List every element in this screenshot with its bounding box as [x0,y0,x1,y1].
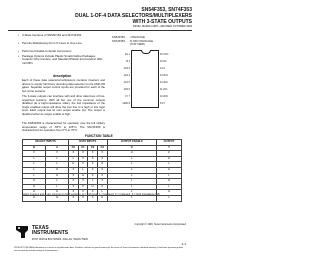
pin1-notch [141,50,151,54]
table-cell: H [23,195,46,201]
table-cell: X [88,151,98,157]
table-cell: H [107,151,156,157]
table-cell: H [46,195,69,201]
description-paragraph: The SN54F353 is characterized for operation over the full military temperature range of -55°C to 125°C. The SN74F353 is characterized for operation from 0°C to 70°C. [22,121,105,133]
table-cell: X [69,184,79,190]
pin-label: 10 2C0 [160,95,168,98]
table-cell: X [97,184,107,190]
table-cell: L [46,179,69,185]
pin-label: 16 VCC [160,53,169,56]
table-cell: H [156,156,181,162]
table-cell: L [97,190,107,196]
table-header: C2 [88,145,98,151]
table-cell: L [78,167,88,173]
table-cell: H [78,173,88,179]
legal-notice: PRODUCTION DATA information is current as of publication date. Products conform to specifications per the terms of Texas Instruments standard warranty. Production processing does not necessarily include testing of all parameters. [14,247,184,252]
feature-item: • Permits Multiplexing From N Lines to One Line [18,41,82,45]
feature-item: • Performs Parallel-to-Serial Conversion [18,49,72,53]
table-cell: X [69,173,79,179]
table-cell: H [23,179,46,185]
table-cell: X [88,173,98,179]
part-numbers: SN54F353, SN74F353 [141,7,192,13]
table-cell: L [23,156,46,162]
table-cell: L [23,173,46,179]
table-cell: X [97,156,107,162]
table-cell: X [69,151,79,157]
ic-package-diagram [122,50,169,108]
table-cell: L [23,167,46,173]
table-cell: X [78,179,88,185]
table-cell: H [23,184,46,190]
table-header: G [107,145,156,151]
table-cell: X [69,179,79,185]
table-cell: L [107,156,156,162]
table-cell: H [88,184,98,190]
table-cell: X [69,190,79,196]
table-cell: X [78,151,88,157]
table-cell: X [88,167,98,173]
section-title: description [53,74,72,78]
table-cell: X [97,151,107,157]
pin-label: 15 2G [160,60,167,63]
table-group-header: OUTPUT ENABLE [107,140,156,146]
function-table-title: FUNCTION TABLE [85,134,113,138]
table-cell: L [107,190,156,196]
package-view: (TOP VIEW) [130,43,145,46]
table-cell: H [46,167,69,173]
description-paragraph: The 3-state outputs can interface with and drive data lines of bus-organized systems. With all but one of the common outputs disabled (at a high-impedance state), the low impedance of the single enabled output will drive the bus line to a high or low logic level. Each output has its own output enable (G). The output is disabled when its output enable is high. [22,94,105,116]
document-title: DUAL 1-OF-4 DATA SELECTORS/MULTIPLEXERS WITH 3-STATE OUTPUTS [75,13,192,25]
table-cell: L [156,195,181,201]
table-cell: X [78,156,88,162]
table-cell: X [78,162,88,168]
table-cell: H [156,179,181,185]
company-address: POST OFFICE BOX 655303 • DALLAS, TEXAS 75265 [32,239,88,241]
table-cell: X [78,184,88,190]
table-cell: H [69,162,79,168]
copyright: Copyright © 1993, Texas Instruments Incorporated [134,224,186,226]
table-cell: X [88,156,98,162]
pin-label: 14 A [160,67,165,70]
feature-item: • 3-State Versions of SN54F153 and SN74F153 [18,33,82,37]
pin-label: 1C3 3 [123,67,130,70]
table-cell: X [88,190,98,196]
table-cell: L [107,184,156,190]
page-number: 2-1 [181,242,186,246]
table-cell: L [107,167,156,173]
table-cell: X [46,151,69,157]
table-note: Select inputs A and B are common to both sections. H = high level, L = low level, X = irrelevant, Z = high impedance (off) [22,193,160,196]
table-cell: H [46,173,69,179]
table-cell: X [69,167,79,173]
table-cell: L [156,173,181,179]
table-cell: H [23,190,46,196]
table-cell: X [97,173,107,179]
table-header: A [46,145,69,151]
table-cell: L [46,184,69,190]
table-cell: L [107,195,156,201]
table-cell: X [97,179,107,185]
pin-label: 1C2 4 [123,74,130,77]
table-header: C3 [97,145,107,151]
table-cell: X [88,195,98,201]
table-cell: L [156,184,181,190]
table-cell: H [46,190,69,196]
pin-label: 1C1 5 [123,81,130,84]
table-cell: Z [156,151,181,157]
table-cell: H [97,195,107,201]
table-row [23,195,182,201]
table-group-header: DATA INPUTS [69,140,108,146]
table-cell: L [156,162,181,168]
table-cell: X [97,162,107,168]
table-cell: L [69,156,79,162]
pin-label: 11 2C1 [160,88,168,91]
revision-line: D2932, MARCH 1987—REVISED OCTOBER 1993 [132,25,192,28]
pin-label: 9 2Y [160,102,165,105]
pin-label: 1Y 7 [125,95,130,98]
pin-label: 12 2C2 [160,81,168,84]
table-cell: X [78,195,88,201]
table-cell: H [156,167,181,173]
table-header: B [23,145,46,151]
table-cell: X [88,162,98,168]
description-paragraph: Each of these data selectors/multiplexers contains inverters and drivers to supply full binary decoding data selection to the AND-OR gates. Separate output control inputs are provided for each of the two 4-line sections. [22,78,105,93]
table-cell: L [107,173,156,179]
table-cell: X [69,195,79,201]
table-cell: X [78,190,88,196]
header-rule [8,30,192,31]
table-cell: X [23,151,46,157]
pin-label: 1G 1 [124,53,130,56]
table-header: C0 [69,145,79,151]
table-cell: X [97,167,107,173]
package-label: SN54F353 . . . J PACKAGE [112,36,145,39]
table-group-header: SELECT INPUTS [23,140,69,146]
table-header: C1 [78,145,88,151]
table-group-header: OUTPUT [156,140,181,146]
table-header: Y [156,145,181,151]
table-cell: L [88,179,98,185]
table-cell: L [46,162,69,168]
pin-label: GND 8 [122,102,130,105]
table-cell: L [107,179,156,185]
table-cell: L [46,156,69,162]
package-label: SN74F353 . . . D OR N PACKAGE [112,39,154,43]
table-cell: L [23,162,46,168]
pin-label: B 2 [126,60,130,63]
feature-item: • Package Options Include Plastic Small-Outline Packages, Ceramic Chip Carriers, and Standard Plastic and Ceramic 300-mil DIPs [18,54,103,65]
company-name: TEXAS INSTRUMENTS [32,225,69,237]
texas-instruments-logo-icon [14,224,30,240]
pin-label: 1C0 6 [123,88,130,91]
table-cell: H [156,190,181,196]
table-cell: L [107,162,156,168]
pin-label: 13 2C3 [160,74,168,77]
